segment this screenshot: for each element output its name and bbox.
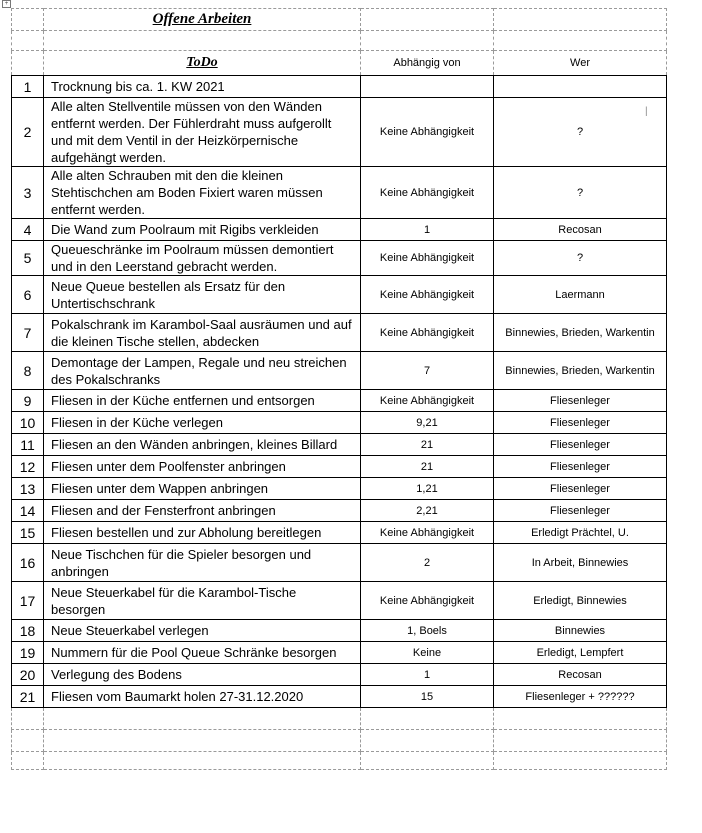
- table-move-handle-icon[interactable]: +: [2, 0, 11, 8]
- row-number[interactable]: 2: [12, 98, 44, 167]
- dependency-cell[interactable]: 1,21: [361, 478, 494, 500]
- task-text[interactable]: Fliesen in der Küche verlegen: [44, 412, 361, 434]
- table-row: [12, 390, 667, 412]
- task-text[interactable]: Fliesen an den Wänden anbringen, kleines Billard: [44, 434, 361, 456]
- dependency-cell[interactable]: [361, 76, 494, 98]
- table-row: [12, 456, 667, 478]
- empty-cell[interactable]: [494, 708, 667, 730]
- assignee-cell[interactable]: Fliesenleger: [494, 390, 667, 412]
- todo-column-header: ToDo: [44, 51, 361, 76]
- task-text[interactable]: Die Wand zum Poolraum mit Rigibs verkleiden: [44, 219, 361, 241]
- table-row: [12, 620, 667, 642]
- row-number[interactable]: 18: [12, 620, 44, 642]
- table-row: [12, 276, 667, 314]
- assignee-cell[interactable]: Fliesenleger: [494, 456, 667, 478]
- dependency-cell[interactable]: 21: [361, 434, 494, 456]
- dependency-cell[interactable]: 21: [361, 456, 494, 478]
- assignee-cell[interactable]: ?: [494, 98, 667, 167]
- task-text[interactable]: Neue Tischchen für die Spieler besorgen und anbringen: [44, 544, 361, 582]
- assignee-cell[interactable]: Binnewies, Brieden, Warkentin: [494, 352, 667, 390]
- title-row: [12, 9, 667, 31]
- table-row: [12, 582, 667, 620]
- task-text[interactable]: Fliesen and der Fensterfront anbringen: [44, 500, 361, 522]
- header-row: [12, 51, 667, 76]
- dependency-column-header: Abhängig von: [361, 51, 494, 76]
- table-row: [12, 219, 667, 241]
- row-number[interactable]: 16: [12, 544, 44, 582]
- row-number[interactable]: 5: [12, 241, 44, 276]
- dependency-cell[interactable]: Keine Abhängigkeit: [361, 314, 494, 352]
- row-number[interactable]: 15: [12, 522, 44, 544]
- task-text[interactable]: Demontage der Lampen, Regale und neu streichen des Pokalschranks: [44, 352, 361, 390]
- table-row: [12, 478, 667, 500]
- empty-row: [12, 752, 667, 770]
- empty-cell[interactable]: [12, 752, 44, 770]
- row-number[interactable]: 10: [12, 412, 44, 434]
- assignee-cell[interactable]: ?: [494, 241, 667, 276]
- row-number[interactable]: 20: [12, 664, 44, 686]
- table-row: [12, 664, 667, 686]
- empty-cell[interactable]: [44, 752, 361, 770]
- task-text[interactable]: Fliesen unter dem Poolfenster anbringen: [44, 456, 361, 478]
- dependency-cell[interactable]: Keine Abhängigkeit: [361, 390, 494, 412]
- empty-row: [12, 730, 667, 752]
- assignee-cell[interactable]: [494, 76, 667, 98]
- row-number[interactable]: 13: [12, 478, 44, 500]
- row-number[interactable]: 17: [12, 582, 44, 620]
- assignee-cell[interactable]: ?: [494, 167, 667, 219]
- table-row: [12, 352, 667, 390]
- dependency-cell[interactable]: Keine: [361, 642, 494, 664]
- assignee-cell[interactable]: Fliesenleger + ??????: [494, 686, 667, 708]
- assignee-cell[interactable]: Fliesenleger: [494, 500, 667, 522]
- task-text[interactable]: Trocknung bis ca. 1. KW 2021: [44, 76, 361, 98]
- task-text[interactable]: Fliesen unter dem Wappen anbringen: [44, 478, 361, 500]
- assignee-cell[interactable]: Fliesenleger: [494, 478, 667, 500]
- dependency-cell[interactable]: Keine Abhängigkeit: [361, 241, 494, 276]
- open-tasks-table: [11, 8, 667, 770]
- table-row: [12, 167, 667, 219]
- assignee-cell[interactable]: Laermann: [494, 276, 667, 314]
- task-text[interactable]: Fliesen vom Baumarkt holen 27-31.12.2020: [44, 686, 361, 708]
- dependency-cell[interactable]: 2: [361, 544, 494, 582]
- empty-cell[interactable]: [12, 708, 44, 730]
- assignee-cell[interactable]: Erledigt Prächtel, U.: [494, 522, 667, 544]
- row-number[interactable]: 12: [12, 456, 44, 478]
- assignee-cell[interactable]: Recosan: [494, 664, 667, 686]
- assignee-cell[interactable]: Fliesenleger: [494, 434, 667, 456]
- table-row: [12, 500, 667, 522]
- assignee-cell[interactable]: Binnewies, Brieden, Warkentin: [494, 314, 667, 352]
- empty-cell[interactable]: [361, 708, 494, 730]
- table-row: [12, 412, 667, 434]
- dependency-cell[interactable]: 9,21: [361, 412, 494, 434]
- empty-cell[interactable]: [361, 752, 494, 770]
- empty-cell[interactable]: [494, 752, 667, 770]
- assignee-cell[interactable]: Binnewies: [494, 620, 667, 642]
- dependency-cell[interactable]: Keine Abhängigkeit: [361, 167, 494, 219]
- table-row: [12, 98, 667, 167]
- table-row: [12, 686, 667, 708]
- task-text[interactable]: Fliesen bestellen und zur Abholung bereitlegen: [44, 522, 361, 544]
- table-row: [12, 544, 667, 582]
- row-number[interactable]: 14: [12, 500, 44, 522]
- row-number[interactable]: 9: [12, 390, 44, 412]
- row-number[interactable]: 19: [12, 642, 44, 664]
- table-row: [12, 241, 667, 276]
- row-number[interactable]: 6: [12, 276, 44, 314]
- assignee-cell[interactable]: Erledigt, Lempfert: [494, 642, 667, 664]
- row-number[interactable]: 8: [12, 352, 44, 390]
- dependency-cell[interactable]: 7: [361, 352, 494, 390]
- spacer-row: [12, 31, 667, 51]
- text-cursor-icon: |: [645, 106, 648, 117]
- row-number[interactable]: 3: [12, 167, 44, 219]
- table-row: [12, 76, 667, 98]
- dependency-cell[interactable]: 1: [361, 664, 494, 686]
- table-row: [12, 434, 667, 456]
- task-text[interactable]: Verlegung des Bodens: [44, 664, 361, 686]
- dependency-cell[interactable]: Keine Abhängigkeit: [361, 582, 494, 620]
- dependency-cell[interactable]: Keine Abhängigkeit: [361, 522, 494, 544]
- assignee-cell[interactable]: Erledigt, Binnewies: [494, 582, 667, 620]
- task-text[interactable]: Alle alten Stellventile müssen von den Wänden entfernt werden. Der Fühlerdraht muss aufgerollt und mit dem Ventil in der Heizkörpernische aufgehängt werden.: [44, 98, 361, 167]
- assignee-cell[interactable]: In Arbeit, Binnewies: [494, 544, 667, 582]
- task-text[interactable]: Nummern für die Pool Queue Schränke besorgen: [44, 642, 361, 664]
- row-number[interactable]: 11: [12, 434, 44, 456]
- dependency-cell[interactable]: Keine Abhängigkeit: [361, 276, 494, 314]
- who-column-header: Wer: [494, 51, 667, 76]
- row-number[interactable]: 1: [12, 76, 44, 98]
- empty-cell[interactable]: [12, 730, 44, 752]
- task-text[interactable]: Neue Steuerkabel für die Karambol-Tische besorgen: [44, 582, 361, 620]
- empty-cell[interactable]: [361, 730, 494, 752]
- table-row: [12, 642, 667, 664]
- table-row: [12, 522, 667, 544]
- dependency-cell[interactable]: 1, Boels: [361, 620, 494, 642]
- empty-row: [12, 708, 667, 730]
- task-text[interactable]: Queueschränke im Poolraum müssen demontiert und in den Leerstand gebracht werden.: [44, 241, 361, 276]
- row-number[interactable]: 7: [12, 314, 44, 352]
- empty-cell[interactable]: [44, 708, 361, 730]
- task-text[interactable]: Fliesen in der Küche entfernen und entsorgen: [44, 390, 361, 412]
- empty-cell[interactable]: [494, 730, 667, 752]
- row-number[interactable]: 21: [12, 686, 44, 708]
- assignee-cell[interactable]: Recosan: [494, 219, 667, 241]
- dependency-cell[interactable]: 1: [361, 219, 494, 241]
- dependency-cell[interactable]: Keine Abhängigkeit: [361, 98, 494, 167]
- dependency-cell[interactable]: 2,21: [361, 500, 494, 522]
- task-text[interactable]: Neue Queue bestellen als Ersatz für den Untertischschrank: [44, 276, 361, 314]
- assignee-cell[interactable]: Fliesenleger: [494, 412, 667, 434]
- empty-cell[interactable]: [44, 730, 361, 752]
- page-title: Offene Arbeiten: [44, 9, 361, 31]
- task-text[interactable]: Neue Steuerkabel verlegen: [44, 620, 361, 642]
- task-text[interactable]: Pokalschrank im Karambol-Saal ausräumen und auf die kleinen Tische stellen, abdecken: [44, 314, 361, 352]
- dependency-cell[interactable]: 15: [361, 686, 494, 708]
- task-text[interactable]: Alle alten Schrauben mit den die kleinen Stehtischchen am Boden Fixiert waren müssen entfernt werden.: [44, 167, 361, 219]
- row-number[interactable]: 4: [12, 219, 44, 241]
- table-row: [12, 314, 667, 352]
